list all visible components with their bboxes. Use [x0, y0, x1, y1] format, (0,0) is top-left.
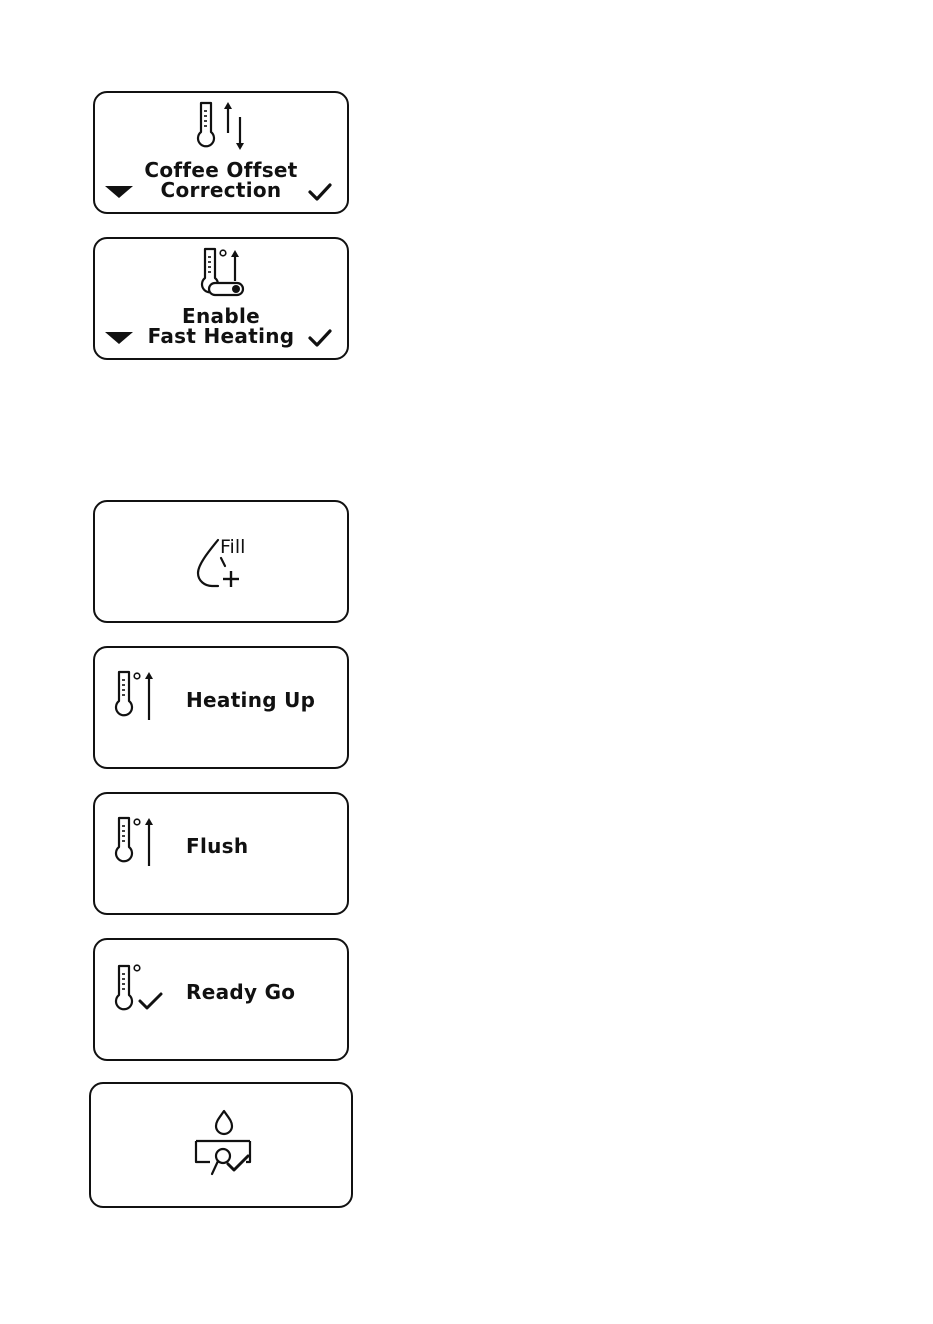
thermometer-up-arrow-toggle-icon	[199, 247, 245, 299]
ready-go-screen	[93, 938, 349, 1061]
coffee-offset-correction-screen	[93, 91, 349, 214]
screen-title-line-2: Fast Heating	[147, 324, 295, 348]
status-label: Ready Go	[186, 980, 296, 1004]
fill-water-screen	[93, 500, 349, 623]
checkmark-icon[interactable]	[308, 329, 332, 347]
flush-screen	[93, 792, 349, 915]
checkmark-icon[interactable]	[308, 183, 332, 201]
drip-tray-check-icon	[192, 1108, 254, 1178]
thermometer-up-arrow-icon	[113, 816, 159, 868]
down-triangle-icon[interactable]	[105, 332, 133, 344]
drip-tray-ok-screen	[89, 1082, 353, 1208]
thermometer-up-down-arrows-icon	[195, 101, 245, 153]
fill-label: Fill	[220, 536, 246, 558]
enable-fast-heating-screen	[93, 237, 349, 360]
status-label: Flush	[186, 834, 249, 858]
screen-title-line-1: Enable	[182, 304, 260, 328]
heating-up-screen	[93, 646, 349, 769]
down-triangle-icon[interactable]	[105, 186, 133, 198]
status-label: Heating Up	[186, 688, 316, 712]
thermometer-up-arrow-icon	[113, 670, 159, 722]
screen-title-line-1: Coffee Offset	[144, 158, 298, 182]
screen-title-line-2: Correction	[160, 178, 282, 202]
thermometer-check-icon	[113, 964, 169, 1016]
